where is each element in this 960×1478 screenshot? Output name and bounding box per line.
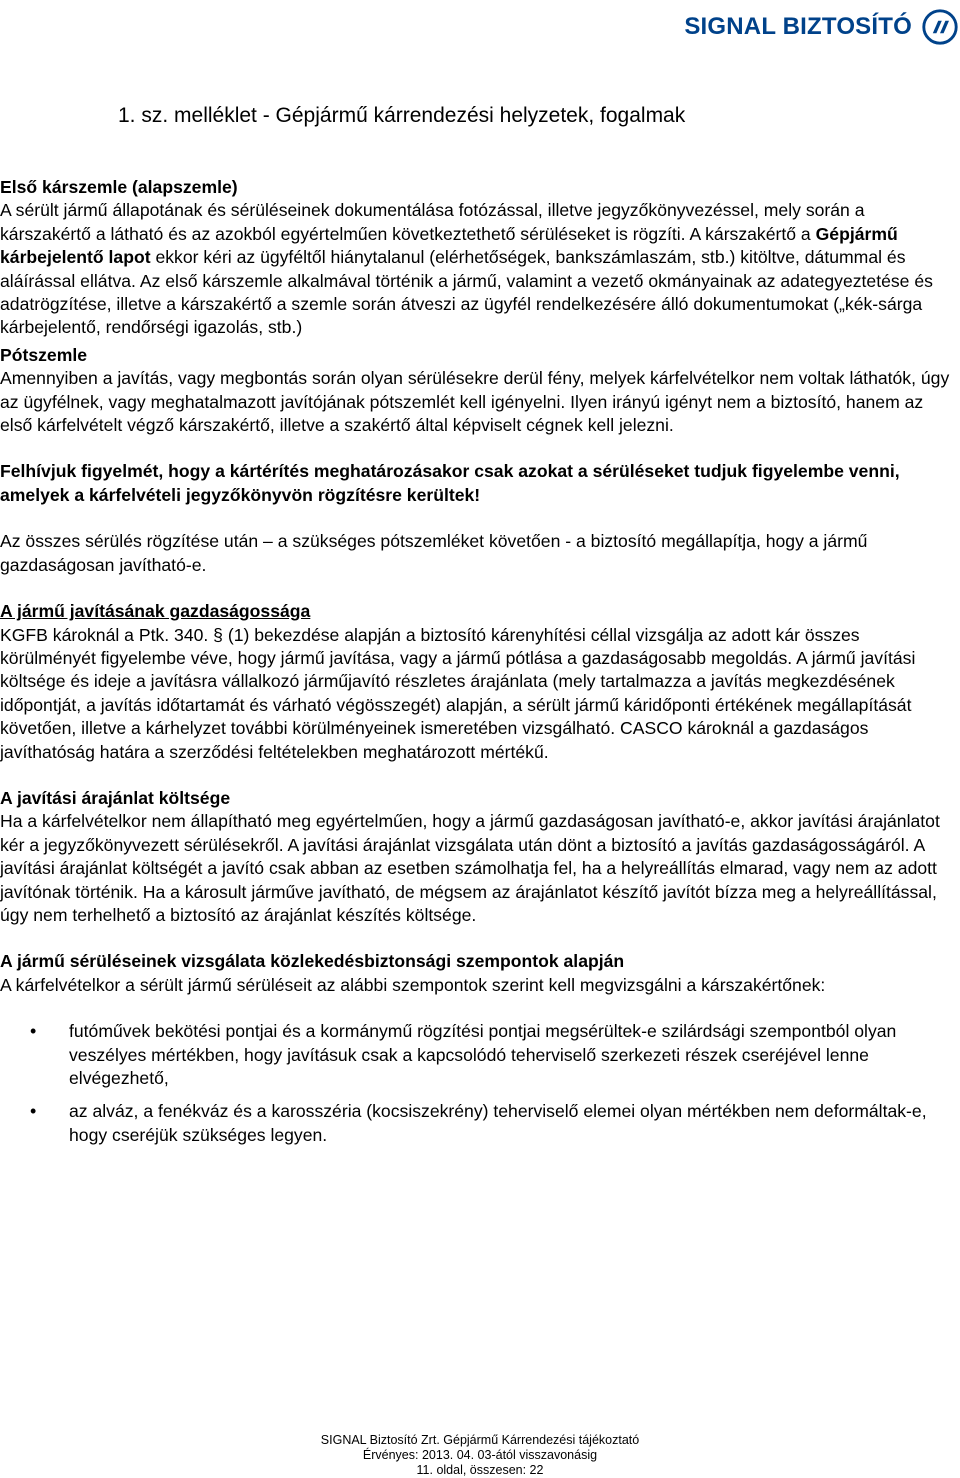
list-item-text: az alváz, a fenékváz és a karosszéria (kocsiszekrény) teherviselő elemei olyan mértékben nem deformáltak-e, hogy cseréjük szükséges legyen. xyxy=(69,1101,927,1145)
page-footer xyxy=(0,1433,960,1478)
document-body xyxy=(0,176,958,1147)
notice-paragraph: Felhívjuk figyelmét, hogy a kártérítés meghatározásakor csak azokat a sérüléseket tudjuk figyelembe venni, amelyek a kárfelvételi jegyzőkönyvön rögzítésre kerültek! xyxy=(0,461,900,505)
section-paragraph: Ha a kárfelvételkor nem állapítható meg egyértelműen, hogy a jármű gazdaságosan javítható-e, akkor javítási árajánlatot kér a jegyzőkönyvezett sérülésekről. A javítási árajánlat vizsgálata után dönt a biztosító a javítás gazdaságosságáról. A javítási árajánlat költségét a javító csak abban az esetben számolhatja fel, ha a helyreállítás elmarad, vagy nem az adott javítónak történik. Ha a károsult járműve javítható, de mégsem az árajánlatot készítő javítót bízza meg a helyreállítással, úgy nem terhelhető a biztosító az árajánlat készítés költsége. xyxy=(0,811,940,925)
section-paragraph xyxy=(0,199,958,339)
footer-page-number: 11. oldal, összesen: 22 xyxy=(416,1463,544,1477)
list-item xyxy=(0,1020,958,1090)
section-paragraph: A kárfelvételkor a sérült jármű sérüléseit az alábbi szempontok szerint kell megvizsgálni a kárszakértőnek: xyxy=(0,974,826,995)
section-paragraph: Amennyiben a javítás, vagy megbontás során olyan sérülésekre derül fény, melyek kárfelvételkor nem voltak láthatók, úgy az ügyfélnek, vagy meghatalmazott javítójának pótszemlét kell igényelni. Ilyen irányú igényt nem a biztosító, hanem az első kárfelvételt végző kárszakértő, illetve a szakértő által képviselt cégnek kell jelezni. xyxy=(0,368,950,436)
footer-validity: Érvényes: 2013. 04. 03-ától visszavonásig xyxy=(362,1448,598,1462)
bullet-icon: • xyxy=(30,1101,37,1122)
section-safety-inspection xyxy=(0,950,958,1147)
bullet-list xyxy=(0,1020,958,1147)
section-heading: Pótszemle xyxy=(0,344,88,365)
header-logo xyxy=(684,6,958,48)
bullet-icon: • xyxy=(30,1021,37,1042)
list-item-text: futóművek bekötési pontjai és a kormánymű rögzítési pontjai megsérültek-e szilárdsági szempontból olyan veszélyes mértékben, hogy javításuk csak a kapcsolódó teherviselő szerkezeti részek cseréjével lenne elvégezhető, xyxy=(69,1021,897,1088)
signal-logo-icon xyxy=(922,9,958,45)
paragraph-text: ekkor kéri az ügyféltől hiánytalanul (elérhetőségek, bankszámlaszám, stb.) kitöltve, dátummal és aláírással ellátva. Az első kárszemle alkalmával történik a jármű, valamint a vezető okmányainak az adategyeztetése és adatrögzítése, illetve a kárszakértő a szemle során átveszi az ügyfél rendelkezésére álló dokumentumokat („kék-sárga kárbejelentő, rendőrségi igazolás, stb.) xyxy=(0,247,933,338)
section-first-inspection xyxy=(0,176,958,340)
paragraph-text: A sérült jármű állapotának és sérüléseinek dokumentálása fotózással, illetve jegyzőkönyvezéssel, mely során a kárszakértő a látható és az azokból egyértelműen következtethető sérüléseket is rögzíti. A kárszakértő a xyxy=(0,200,865,244)
section-heading: A javítási árajánlat költsége xyxy=(0,787,231,808)
page-title: 1. sz. melléklet - Gépjármű kárrendezési helyzetek, fogalmak xyxy=(118,104,686,127)
bold-term: Gépjármű kárbejelentő lapot xyxy=(0,223,898,268)
list-item xyxy=(0,1100,958,1147)
section-supplementary-inspection xyxy=(0,344,958,438)
assessment-paragraph: Az összes sérülés rögzítése után – a szükséges pótszemléket követően - a biztosító megállapítja, hogy a jármű gazdaságosan javítható-e. xyxy=(0,531,868,575)
brand-name: SIGNAL BIZTOSÍTÓ xyxy=(684,13,912,40)
section-heading: A jármű javításának gazdaságossága xyxy=(0,601,311,622)
section-quote-cost xyxy=(0,787,958,927)
section-paragraph: KGFB károknál a Ptk. 340. § (1) bekezdése alapján a biztosító kárenyhítési céllal vizsgálja az adott kár összes körülményét figyelembe véve, hogy jármű javítása, vagy a jármű pótlása a gazdaságosabb megoldás. A jármű javítási költsége és ideje a javításra vállalkozó járműjavító részletes árajánlata (mely tartalmazza a javítás megkezdésének időpontját, a javítás időtartamát és várható végösszegét) alapján, a sérült jármű káridőponti értékének megállapítását követően, illetve a kárhelyzet további körülményeinek ismeretében vizsgálható. CASCO károknál a gazdaságos javíthatóság határa a szerződési feltételekben meghatározott mértékű. xyxy=(0,624,916,762)
section-heading: Első kárszemle (alapszemle) xyxy=(0,177,238,197)
section-heading: A jármű sérüléseinek vizsgálata közlekedésbiztonsági szempontok alapján xyxy=(0,951,625,972)
section-repair-economy xyxy=(0,600,958,764)
footer-company: SIGNAL Biztosító Zrt. Gépjármű Kárrendezési tájékoztató xyxy=(320,1433,640,1447)
